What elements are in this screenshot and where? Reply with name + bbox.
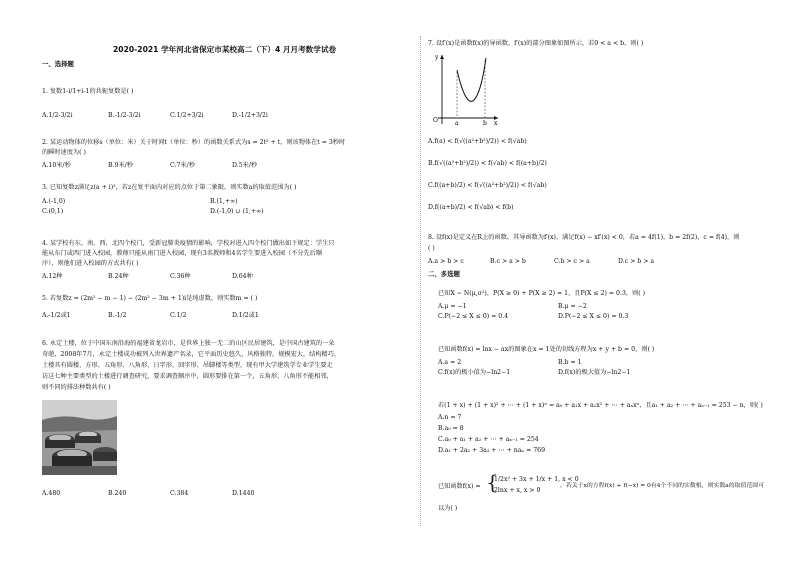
q2-opt-d: D.5米/秒 [232,162,258,169]
section-multi: 二、多选题 [428,270,460,278]
q4-opt-b: B.24种 [108,273,129,280]
q3-opt-c: C.(0,1) [42,208,64,215]
m3-opt-d: D.a₁ + 2a₂ + 3a₃ + ⋯ + naₙ = 769 [438,447,546,454]
q3-opt-a: A.(-1,0) [42,198,66,205]
q6-opt-a: A.480 [42,490,61,497]
b-label: b [483,120,487,127]
q2-stem-1: 2. 某运动物体的位移s（单位：米）关于时间t（单位：秒）的函数关系式为s = 2t² + t，则该物体在t = 3秒时 [42,139,346,146]
x-label: x [494,120,498,127]
q4-line-3: 序），则他们进入校园的方式共有( ) [42,260,139,267]
m1-opt-b: B.μ = −2 [558,303,587,310]
q6-opt-c: C.384 [170,490,189,497]
column-divider [420,36,421,526]
tulou-photo [42,400,117,475]
m1-opt-c: C.P(−2 ≤ X ≤ 0) = 0.4 [438,313,509,320]
q1-opt-a: A.1/2-3/2i [42,112,73,119]
q5-opt-c: C.1/2 [170,312,187,319]
q6-line-3: 土楼具有圆楼、方形、五角形、八角形、日字形、回字形、吊脚楼等类型，现有甲大学建筑学专业学生要走 [42,362,333,369]
m3-stem: 若(1 + x) + (1 + x)² + ⋯ + (1 + x)ⁿ = a₀ + a₁x + a₂x² + ⋯ + aₙxⁿ，且a₁ + a₂ + ⋯ + aₙ₋₁ = 253 − n，则( ) [438,402,763,409]
q6-opt-d: D.1440 [232,490,255,497]
q7-opt-d: D.f((a+b)/2) < f(√ab) < f(b) [428,204,514,211]
q4-opt-c: C.36种 [170,273,191,280]
m1-opt-a: A.μ = −1 [438,303,467,310]
q8-stem-1: 8. 设f(x)是定义在R上的函数，其导函数为f′(x)，满足f(x) − xf′(x) < 0，若a = 4f(1)，b = 2f(2)，c = f(4)，则 [428,234,740,241]
q1-opt-b: B.-1/2-3/2i [108,112,141,119]
y-axis-arrow [440,55,444,59]
m2-opt-a: A.a = 2 [438,359,462,366]
q7-opt-a: A.f(a) < f(√((a²+b²)/2)) < f(√ab) [428,138,527,145]
q8-opt-d: D.c > b > a [618,258,655,265]
q1-opt-d: D.-1/2+3/2i [232,112,268,119]
m4-pre: 已知函数f(x) = [438,483,481,490]
m3-opt-b: B.a₀ = 8 [438,425,464,432]
origin-label: O [433,117,438,124]
q4-opt-a: A.12种 [42,273,63,280]
q2-opt-a: A.10米/秒 [42,162,71,169]
m2-opt-b: B.b = 1 [558,359,582,366]
m4-case-1: 1/2x² + 3x + 1/x + 1, x < 0 [494,476,579,483]
q4-opt-d: D.64种 [232,273,253,280]
q6-opt-b: B.240 [108,490,127,497]
q7-stem: 7. 设f′(x)是函数f(x)的导函数，f′(x)的部分图象如图所示，若0 < a < b，则( ) [428,40,644,47]
q7-opt-b: B.f(√((a²+b²)/2)) < f(√ab) < f((a+b)/2) [428,160,547,167]
q5-opt-a: A.-1/2或1 [42,312,71,319]
derivative-curve [457,58,486,101]
m3-opt-a: A.n = 7 [438,414,462,421]
q2-stem-2: 的瞬时速度为( ) [42,149,86,156]
q3-stem: 3. 已知复数z满足z(a + i)²，若z在复平面内对应的点位于第二象限，则实数a的取值范围为( ) [42,184,297,191]
q6-line-4: 访这七种主要类型的土楼进行调查研究，要求调查顺序中，圆形要排在第一个，五角形、八角形不能相邻， [42,373,333,380]
q3-opt-d: D.(-1,0) ∪ (1,+∞) [210,208,264,215]
q5-opt-d: D.1/2或1 [232,312,259,319]
q8-opt-c: C.b > c > a [554,258,590,265]
q7-opt-c: C.f((a+b)/2) < f(√((a²+b²)/2)) < f(√ab) [428,182,547,189]
m2-stem: 已知函数f(x) = lnx − ax的图象在x = 1处的切线方程为x + y + b = 0，则( ) [438,346,655,353]
q8-opt-a: A.a > b > c [428,258,464,265]
m1-opt-d: D.P(−2 ≤ X ≤ 0) = 0.3 [558,313,629,320]
m3-opt-c: C.a₀ + a₁ + a₂ + ⋯ + aₙ₋₁ = 254 [438,436,539,443]
q5-opt-b: B.-1/2 [108,312,127,319]
a-label: a [455,120,459,127]
q4-line-2: 能从东门或西门进入校园，教师只能从南门进入校园，现有3名教师和4名学生要进入校园（不分先后顺 [42,250,323,257]
section-choice: 一、选择题 [42,60,74,68]
y-label: y [435,54,439,61]
m4-post: ，若关于x的方程f(x) + f(−x) = 0有4个不同的实数根，则实数a的取值范围可 [560,483,765,489]
m2-opt-c: C.f(x)的极小值为−ln2−1 [438,369,511,376]
q6-line-2: 奇葩，2008年7月，永定土楼成功被列入世界遗产名录，它平面历史悠久，风格独特，规模宏大，结构精巧， [42,351,341,358]
q1-opt-c: C.1/2+3/2i [170,112,204,119]
m4-tail: 以为( ) [438,505,458,512]
m4-case-2: 2lnx + x, x > 0 [494,487,541,494]
m1-stem: 已知X ~ N(μ,σ²)，P(X ≥ 0) + P(X ≥ 2) = 1，且P(X ≤ 2) = 0.3，则( ) [438,290,646,297]
q8-stem-2: ( ) [428,245,435,252]
q3-opt-b: B.(1,+∞) [210,198,238,205]
q5-stem: 5. 若复数z = (2m² − m − 1) − (2m² − 3m + 1)i是纯虚数，则实数m = ( ) [42,295,258,302]
q2-opt-b: B.9米/秒 [108,162,133,169]
q6-line-1: 6. 永定土楼，位于中国东南沿海的福建省龙岩市，是世界上独一无二的山区民居建筑，是中国古建筑的一朵 [42,340,335,347]
piecewise-brace: { [486,470,499,494]
page-title: 2020-2021 学年河北省保定市某校高二（下）4 月月考数学试卷 [113,45,337,54]
q6-line-5: 则不同的排法种数共有( ) [42,384,111,391]
q2-opt-c: C.7米/秒 [170,162,195,169]
q1-stem: 1. 复数1-i/1+i-1的共轭复数是( ) [42,88,134,95]
m2-opt-d: D.f(x)的极大值为−ln2−1 [558,369,631,376]
q8-opt-b: B.c > a > b [490,258,526,265]
q4-line-1: 4. 某学校有东、南、西、北四个校门，受新冠肺炎疫情的影响，学校对进入四个校门做出如下规定：学生只 [42,240,335,247]
derivative-graph [430,52,500,127]
